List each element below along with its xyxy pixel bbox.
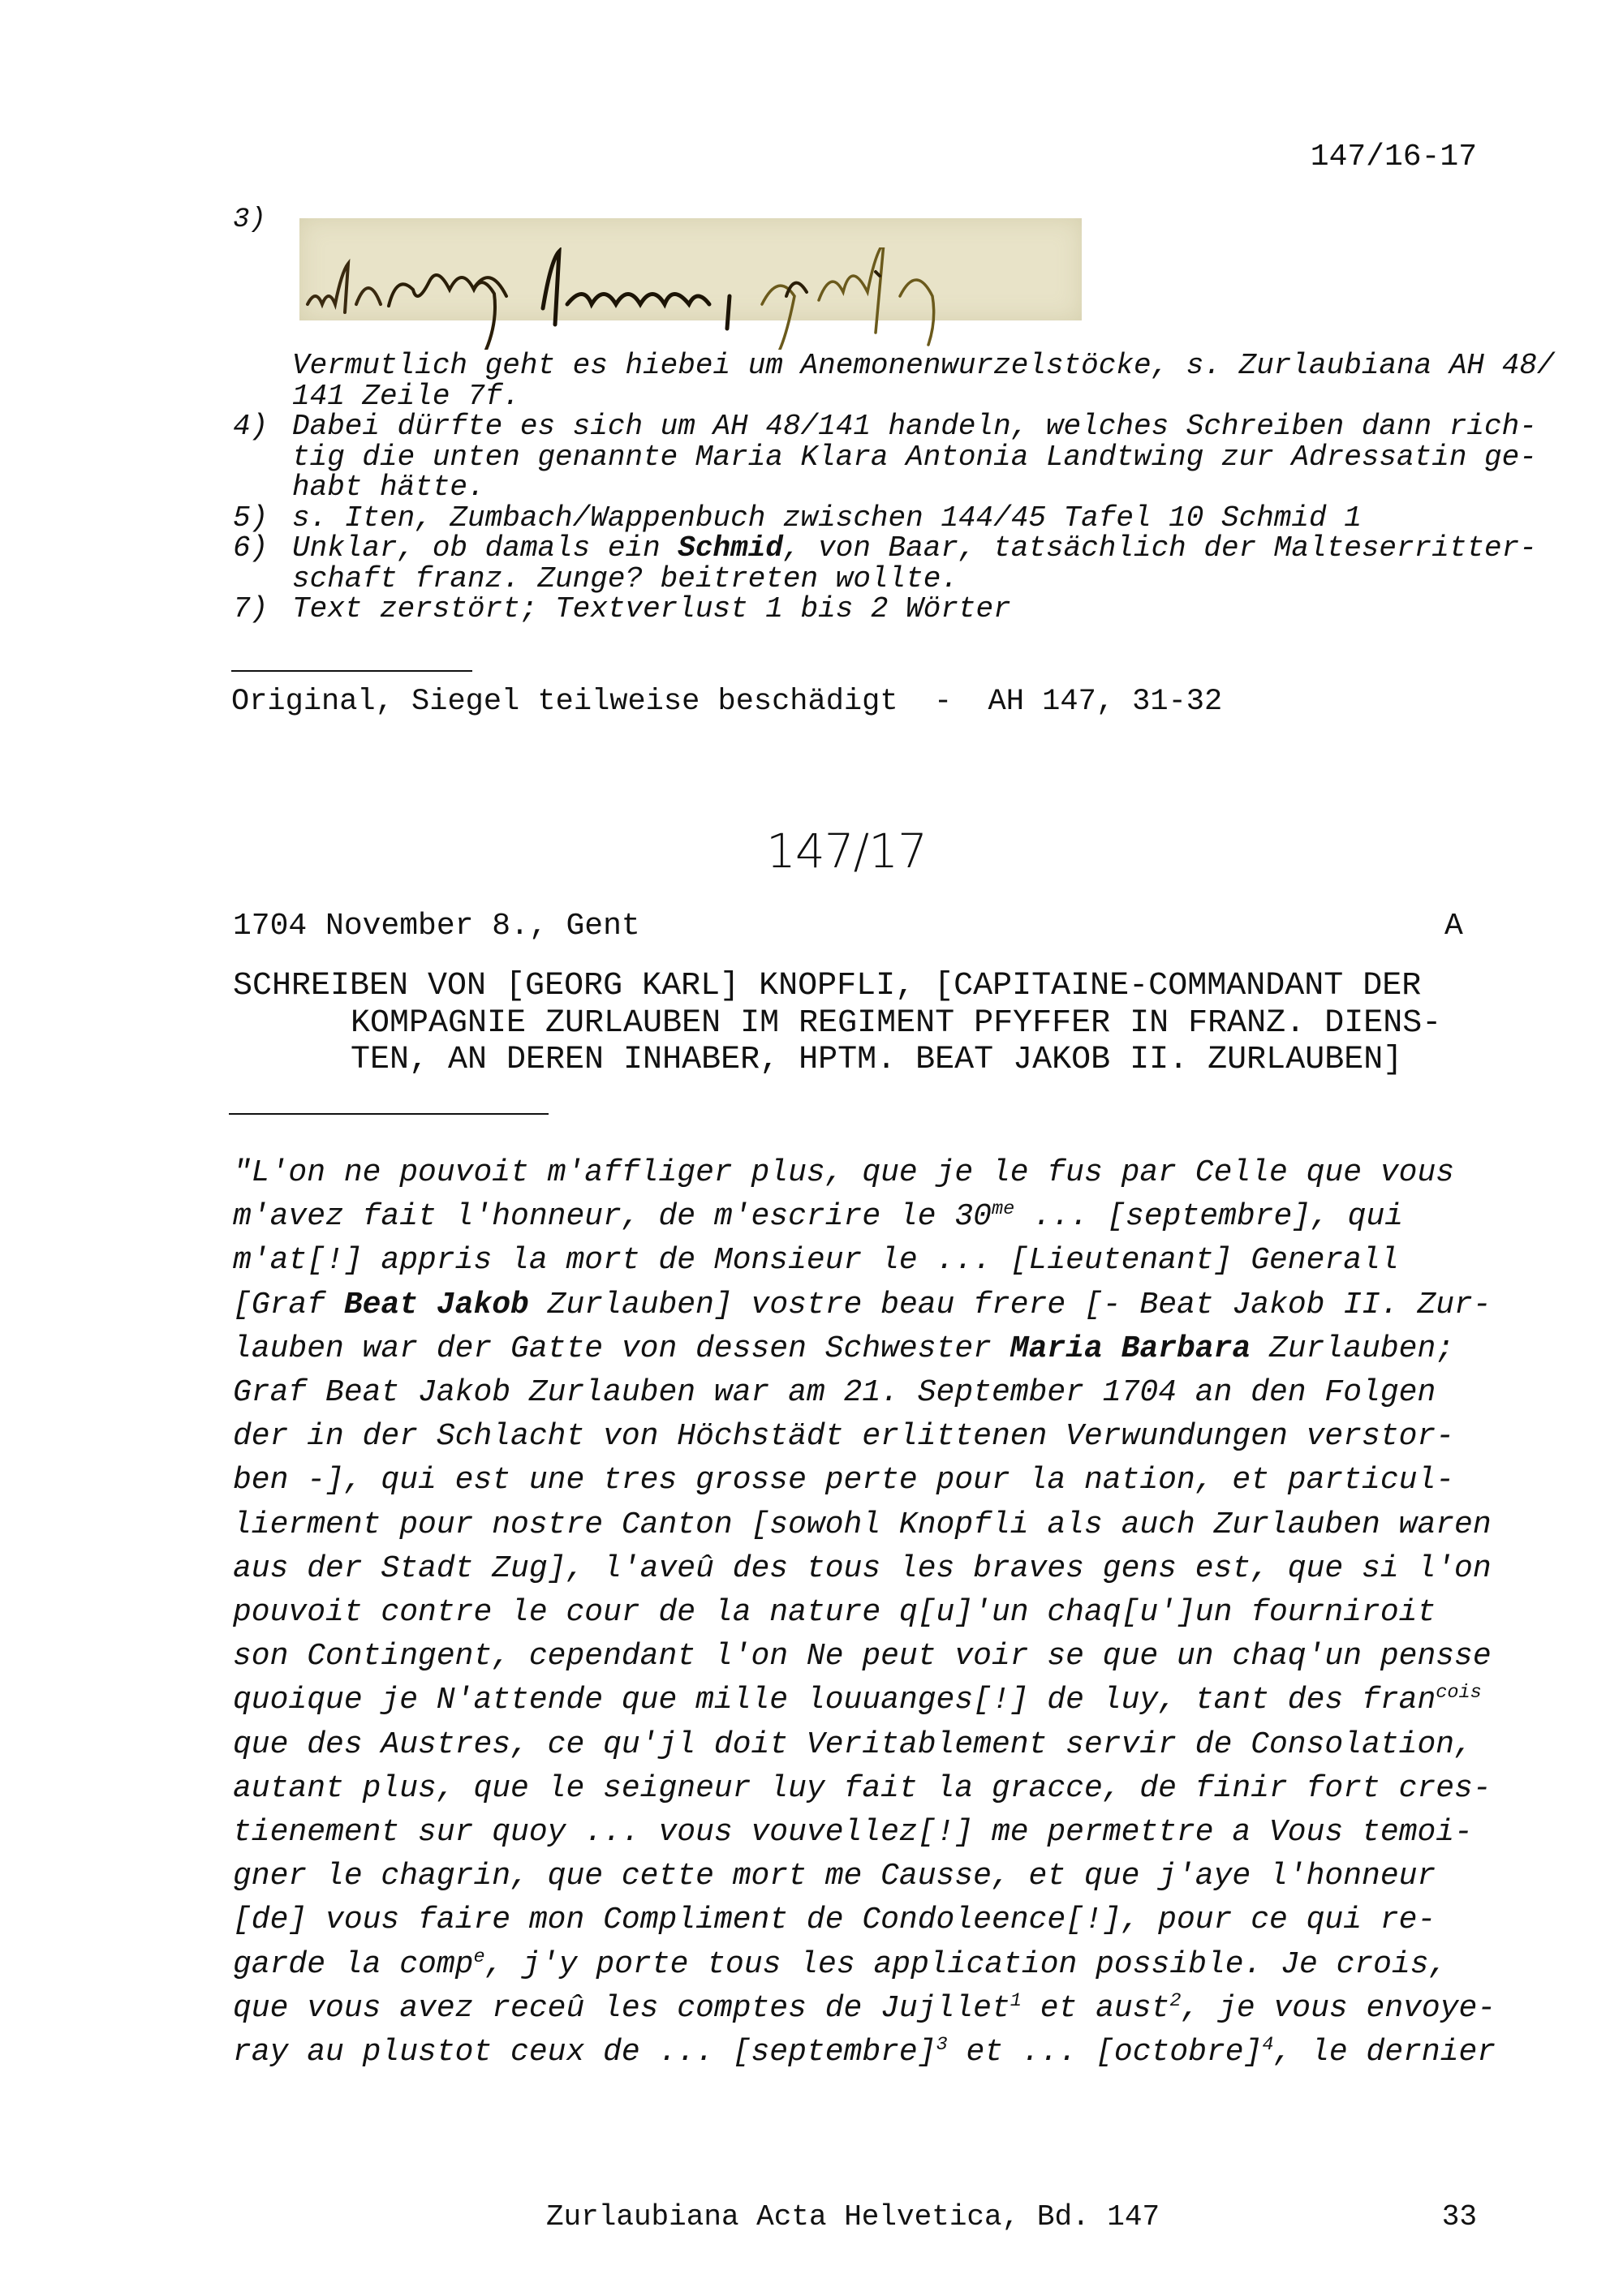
text-segment: lierment pour nostre Canton [sowohl Knopfli als auch Zurlauben waren [233, 1507, 1492, 1542]
superscript: me [991, 1198, 1015, 1221]
title-line: SCHREIBEN VON [GEORG KARL] KNOPFLI, [CAPITAINE-COMMANDANT DER [233, 968, 1422, 1004]
footnote-separator [231, 670, 472, 672]
text-segment: m'avez fait l'honneur, de m'escrire le 30 [233, 1199, 992, 1235]
body-line [233, 1947, 1447, 1982]
text-segment: , von Baar, tatsächlich der Malteserritter- [782, 531, 1537, 565]
body-line [233, 1595, 1436, 1630]
body-line [233, 1991, 1496, 2026]
text-segment: , le dernier [1273, 2035, 1496, 2070]
superscript: 4 [1262, 2034, 1274, 2057]
text-segment: [de] vous faire mon Compliment de Condoleence[!], pour ce qui re- [233, 1903, 1436, 1938]
footnote-line: s. Iten, Zumbach/Wappenbuch zwischen 144/45 Tafel 10 Schmid 1 [292, 501, 1362, 535]
footnote-number: 7) [233, 592, 269, 626]
bold-name: Maria Barbara [1010, 1331, 1251, 1366]
footnote-number: 4) [233, 410, 269, 443]
superscript: 2 [1169, 1989, 1182, 2012]
bold-name: Schmid [678, 531, 783, 565]
superscript: cois [1436, 1682, 1482, 1705]
text-segment: Unklar, ob damals ein [292, 531, 678, 565]
title-line: TEN, AN DEREN INHABER, HPTM. BEAT JAKOB II. ZURLAUBEN] [351, 1042, 1403, 1078]
text-segment: aus der Stadt Zug], l'aveû des tous les braves gens est, que si l'on [233, 1550, 1492, 1586]
footnote-line [292, 533, 1537, 564]
title-line: KOMPAGNIE ZURLAUBEN IM REGIMENT PFYFFER IN FRANZ. DIENS- [351, 1005, 1442, 1042]
superscript: e [473, 1946, 485, 1968]
page-reference: 147/16-17 [1310, 140, 1477, 174]
text-segment: son Contingent, cependant l'on Ne peut voir se que un chaq'un pensse [233, 1639, 1492, 1675]
handwriting-excerpt-image [299, 218, 1082, 320]
text-segment: pouvoit contre le cour de la nature q[u]'un chaq[u']un fourniroit [233, 1595, 1436, 1630]
body-line [233, 1288, 1492, 1322]
source-note: Original, Siegel teilweise beschädigt - AH 147, 31-32 [231, 685, 1223, 719]
body-line [233, 1771, 1492, 1806]
text-segment: ray au plustot ceux de ... [septembre] [233, 2035, 936, 2070]
footnote-number: 6) [233, 531, 269, 565]
footnote-line: Vermutlich geht es hiebei um Anemonenwurzelstöcke, s. Zurlaubiana AH 48/ [292, 349, 1555, 382]
text-segment: [Graf [233, 1287, 344, 1322]
body-line [233, 1243, 1399, 1278]
superscript: 1 [1010, 1989, 1022, 2012]
footer-publication: Zurlaubiana Acta Helvetica, Bd. 147 [545, 2200, 1160, 2234]
body-line [233, 1727, 1473, 1762]
body-line [233, 1507, 1492, 1542]
text-segment: garde la comp [233, 1946, 474, 1982]
body-line [233, 2035, 1496, 2070]
body-line [233, 1859, 1436, 1894]
footnote-number: 5) [233, 501, 269, 535]
text-segment: lauben war der Gatte von dessen Schwester [233, 1331, 1010, 1366]
text-segment: tienement sur quoy ... vous vouvellez[!] me permettre a Vous temoi- [233, 1815, 1473, 1850]
bold-name: Beat Jakob [343, 1287, 529, 1322]
footnote-3-label: 3) [233, 204, 266, 235]
body-line [233, 1331, 1454, 1366]
text-segment: que des Austres, ce qu'jl doit Veritablement servir de Consolation, [233, 1726, 1473, 1762]
body-line [233, 1639, 1492, 1674]
footnote-line: habt hätte. [292, 471, 485, 504]
document-marker: A [1444, 909, 1463, 944]
text-segment: que vous avez receû les comptes de Jujllet [233, 1990, 1010, 2026]
text-segment: "L'on ne pouvoit m'affliger plus, que je le fus par Celle que vous [233, 1155, 1455, 1190]
text-segment: ben -], qui est une tres grosse perte pour la nation, et particul- [233, 1463, 1455, 1498]
text-segment: , je vous envoye- [1181, 1990, 1496, 2026]
date-place: 1704 November 8., Gent [233, 909, 640, 944]
body-line [233, 1815, 1473, 1850]
text-segment: Graf Beat Jakob Zurlauben war am 21. September 1704 an den Folgen [233, 1375, 1436, 1410]
text-segment: autant plus, que le seigneur luy fait la gracce, de finir fort cres- [233, 1770, 1492, 1806]
text-segment: et ... [octobre] [947, 2035, 1263, 2070]
text-segment: der in der Schlacht von Höchstädt erlittenen Verwundungen verstor- [233, 1419, 1455, 1455]
body-line [233, 1463, 1454, 1498]
page-number: 33 [1441, 2200, 1477, 2234]
body-line [233, 1551, 1492, 1586]
text-segment: quoique je N'attende que mille louuanges[!] de luy, tant des fran [233, 1683, 1436, 1718]
footnote-line: 141 Zeile 7f. [292, 379, 520, 413]
footnote-line: tig die unten genannte Maria Klara Antonia Landtwing zur Adressatin ge- [292, 440, 1537, 474]
superscript: 3 [936, 2034, 948, 2057]
body-line [233, 1683, 1482, 1718]
text-segment: Zurlauben; [1251, 1331, 1455, 1366]
text-segment: , j'y porte tous les application possible. Je crois, [484, 1946, 1448, 1982]
body-line [233, 1419, 1454, 1454]
document-number: 147/17 [765, 823, 928, 879]
body-line [233, 1155, 1454, 1190]
body-line [233, 1903, 1436, 1937]
footnote-line: Dabei dürfte es sich um AH 48/141 handeln, welches Schreiben dann rich- [292, 410, 1537, 443]
text-segment: et aust [1021, 1990, 1170, 2026]
text-segment: m'at[!] appris la mort de Monsieur le ... [Lieutenant] Generall [233, 1243, 1399, 1279]
body-line [233, 1375, 1436, 1410]
title-separator [229, 1113, 549, 1115]
text-segment: gner le chagrin, que cette mort me Causse, et que j'aye l'honneur [233, 1859, 1436, 1894]
footnote-line: schaft franz. Zunge? beitreten wollte. [292, 561, 958, 595]
body-line [233, 1199, 1403, 1234]
text-segment: ... [septembre], qui [1014, 1199, 1404, 1235]
text-segment: Zurlauben] vostre beau frere [- Beat Jakob II. Zur- [528, 1287, 1492, 1322]
footnote-line: Text zerstört; Textverlust 1 bis 2 Wörter [292, 592, 1011, 626]
